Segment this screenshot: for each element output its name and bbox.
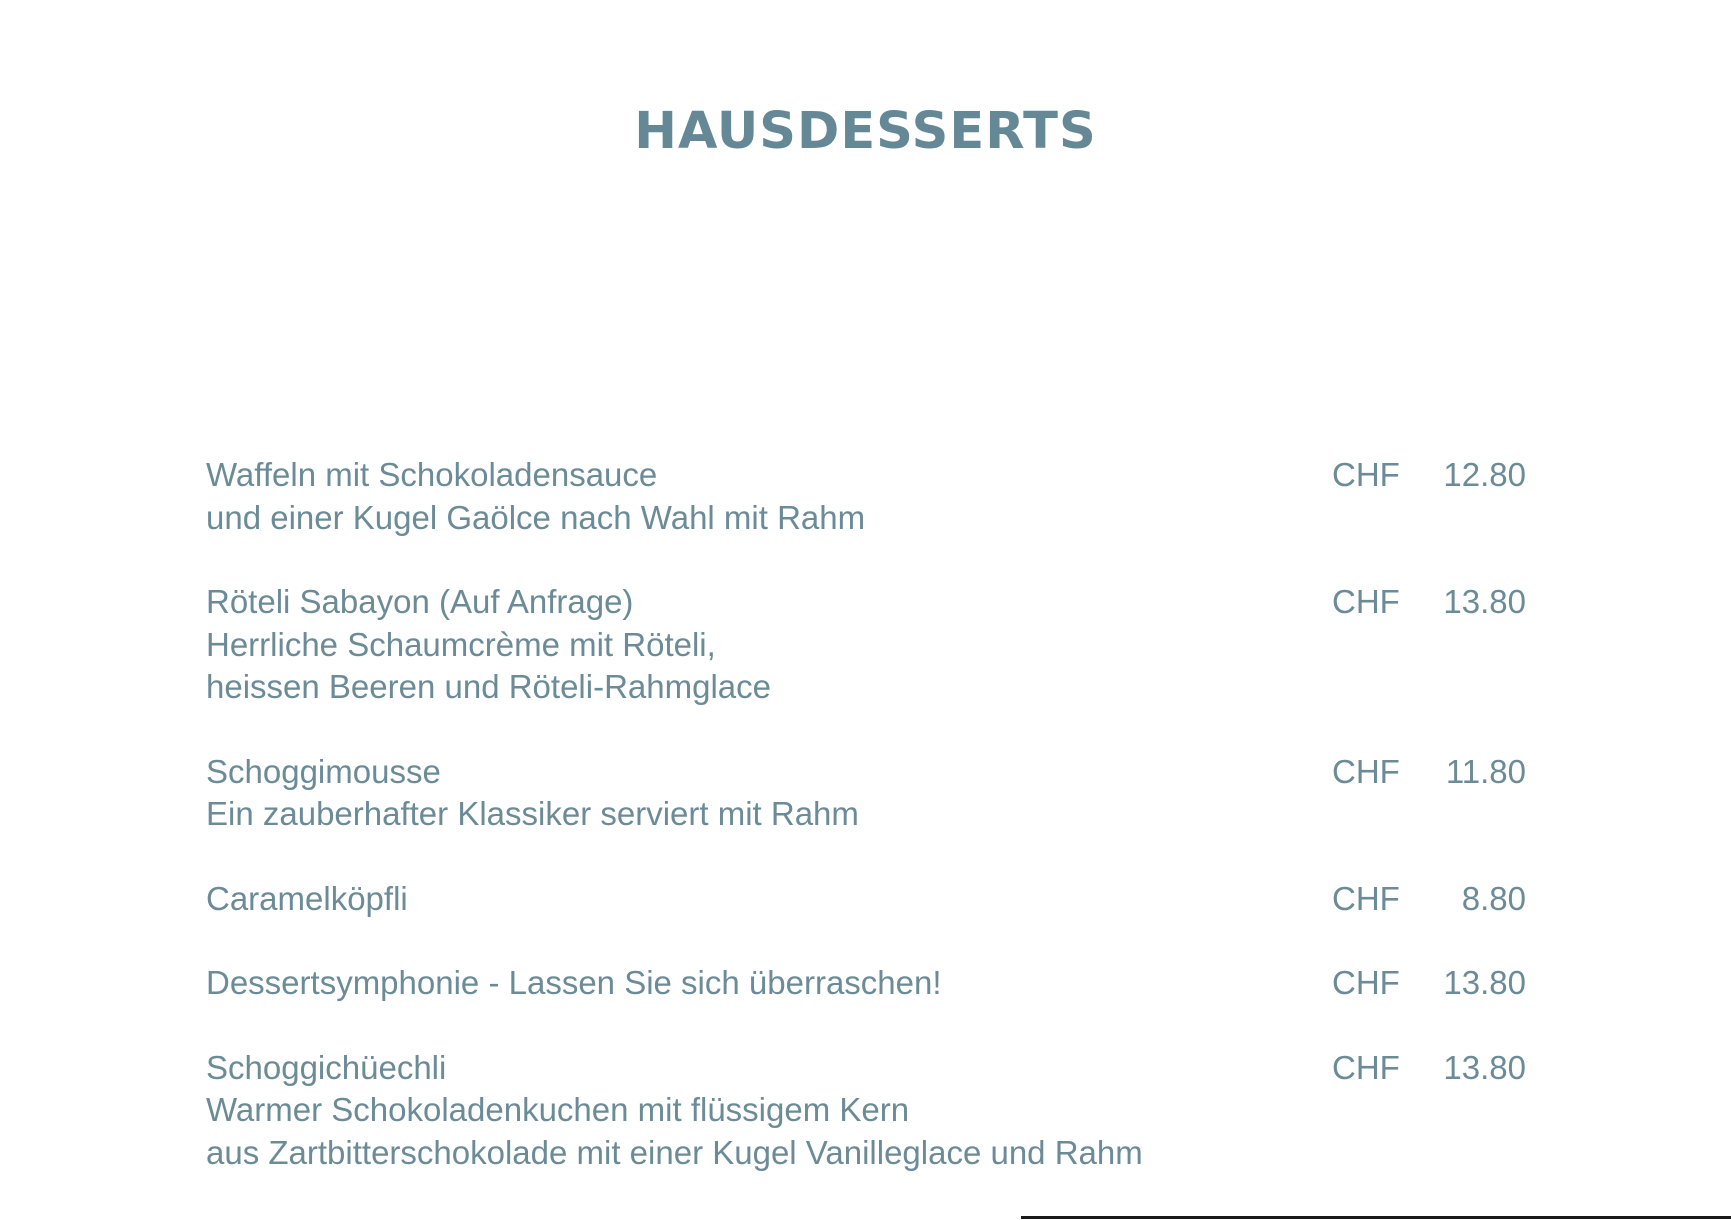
price-amount: 12.80: [1443, 456, 1526, 493]
menu-item-name: Caramelköpfli: [206, 879, 408, 917]
menu-item-description: Ein zauberhafter Klassiker serviert mit Rahm: [206, 795, 859, 832]
menu-item-description: aus Zartbitterschokolade mit einer Kugel Vanilleglace und Rahm: [206, 1133, 1143, 1171]
menu-item-description: Warmer Schokoladenkuchen mit flüssigem Kern: [206, 1091, 910, 1128]
price: [1332, 751, 1526, 794]
menu-item: [206, 751, 1526, 836]
price-amount: 13.80: [1443, 964, 1526, 1001]
price: [1332, 1047, 1526, 1090]
menu-item-name: Schoggimousse: [206, 752, 441, 790]
menu-item-text: [206, 1047, 1306, 1175]
currency-label: CHF: [1332, 583, 1400, 620]
menu-item-description: heissen Beeren und Röteli-Rahmglace: [206, 668, 771, 705]
menu-item-name: Dessertsymphonie - Lassen Sie sich überraschen!: [206, 964, 942, 1001]
dessert-menu: [206, 454, 1526, 1216]
currency-label: CHF: [1332, 1048, 1400, 1086]
price: [1332, 962, 1526, 1005]
menu-item-name: Schoggichüechli: [206, 1048, 447, 1086]
menu-item: [206, 1047, 1526, 1175]
menu-item-text: [206, 751, 1306, 836]
currency-label: CHF: [1332, 879, 1400, 917]
menu-item-name: Waffeln mit Schokoladensauce: [206, 456, 658, 493]
menu-item-description: und einer Kugel Gaölce nach Wahl mit Rahm: [206, 498, 866, 536]
price: [1332, 878, 1526, 921]
price-amount: 11.80: [1445, 752, 1526, 790]
menu-item-description: Herrliche Schaumcrème mit Röteli,: [206, 625, 716, 663]
price-amount: 13.80: [1443, 1048, 1526, 1086]
currency-label: CHF: [1332, 456, 1400, 493]
menu-item: [206, 581, 1526, 709]
price: [1332, 581, 1526, 624]
page-edge-divider: [1021, 1216, 1731, 1219]
menu-item: [206, 878, 1526, 921]
price: [1332, 454, 1526, 497]
price-amount: 13.80: [1443, 583, 1526, 620]
menu-item: [206, 454, 1526, 539]
price-amount: 8.80: [1461, 879, 1526, 917]
menu-item-name: Röteli Sabayon (Auf Anfrage): [206, 583, 634, 620]
currency-label: CHF: [1332, 752, 1400, 790]
menu-item-text: [206, 454, 1306, 539]
currency-label: CHF: [1332, 964, 1400, 1001]
menu-item: [206, 962, 1526, 1005]
menu-item-text: [206, 581, 1306, 709]
menu-item-text: [206, 878, 1306, 921]
menu-item-text: [206, 962, 1306, 1005]
page-title: HAUSDESSERTS: [634, 102, 1097, 161]
